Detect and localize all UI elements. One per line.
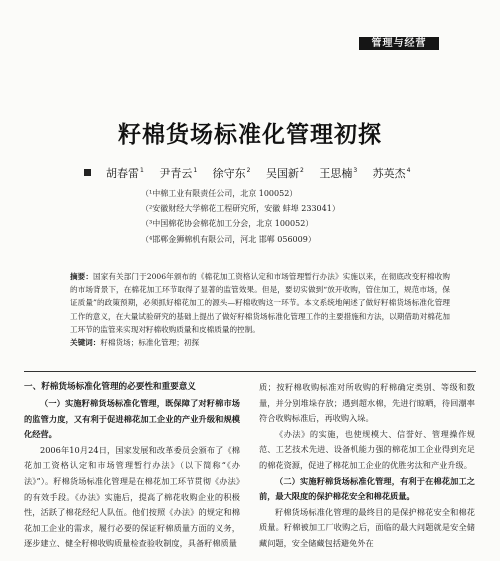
author: 尹青云$^1$ [159,167,198,180]
subsection-heading: （一）实施籽棉货场标准化管理，既保障了对籽棉市场的监管力度，又有利于促进棉花加工企业的产业升级和规模化经营。 [24,398,240,440]
affiliation: （⁴邯郸金狮棉机有限公司，河北 邯郸 056009） [141,234,316,244]
author: 苏英杰$^4$ [372,167,411,180]
abstract-block [70,270,450,349]
section-heading: 一、籽棉货场标准化管理的必要性和重要意义 [24,382,196,392]
author: 胡春雷$^1$ [106,167,144,180]
right-column [259,380,475,552]
affiliation: （²安徽财经大学棉花工程研究所，安徽 蚌埠 233041） [141,204,340,214]
affiliation: （¹中棉工业有限责任公司，北京 100052） [141,189,298,198]
left-column [24,380,240,552]
body-paragraph: 质；按籽棉收购标准对所收购的籽棉确定类别、等级和数量，并分别堆垛存放；遇到超水棉，先进行晾晒，待回潮率符合收购标准后，再收购入垛。 [259,382,475,424]
subsection-heading: （二）实施籽棉货场标准化管理，有利于在棉花加工之前，最大限度的保护棉花安全和棉花质量。 [259,475,475,502]
section-tag: 管理与经营 [359,37,439,50]
abstract [70,270,450,336]
body-paragraph: 《办法》的实施，也使规模大、信誉好、管理操作规范、工艺技术先进、设备机能力强的棉花加工企业得到充足的棉花资源，促进了棉花加工企业的优胜劣汰和产业升级。 [259,428,475,470]
body-paragraph: 籽棉货场标准化管理的最终目的是保护棉花安全和棉花质量。籽棉被加工厂收购之后，面临的最大问题就是安全储藏问题，安全储藏包括避免外在 [259,506,475,548]
article-title: 籽棉货场标准化管理初探 [118,122,382,148]
keywords [70,336,450,349]
section-divider [24,371,476,372]
affiliations [141,186,391,247]
author: 徐守东$^2$ [212,167,251,180]
abstract-label: 摘要： [70,272,94,281]
author: 王思楠$^3$ [319,167,358,180]
body-paragraph: 2006年10月24日，国家发展和改革委员会颁布了《棉花加工资格认定和市场管理暂行办法》（以下简称“《办法》”）。籽棉货场标准化管理是在棉花加工环节贯彻《办法》的有效手段。《办法》实施后，提高了棉花收购企业的积极性，活跃了棉花经纪人队伍。他们按照《办法》的规定和棉花加工企业的需求，履行必要的保证籽棉质量方面的义务，逐步建立、健全籽棉收购质量检查验收制度，具备籽棉质量 [24,444,240,549]
author-line [0,165,500,181]
author: 吴国新$^2$ [266,167,304,180]
abstract-text: 国家有关部门于2006年颁布的《棉花加工资格认定和市场管理暂行办法》实施以来，在彻底改变籽棉收购的市场背景下，在棉花加工环节取得了显著的监管效果。但是，要切实做到“放开收购，管住加工，规范市场，保证质量”的政策预期，必须抓好棉花加工的源头—籽棉收购这一环节。本文系统地阐述了做好籽棉货场标准化管理工作的意义，在大量试验研究的基础上提出了做好籽棉货场标准化管理工作的主要措施和方法，以期借助对棉花加工环节的监管来实现对籽棉收购质量和皮棉质量的控制。 [70,272,451,334]
keywords-label: 关键词： [70,338,101,348]
square-bullet-icon [84,169,91,176]
keywords-text: 籽棉货场；标准化管理；初探 [100,338,200,348]
affiliation: （³中国棉花协会棉花加工分会，北京 100052） [141,219,314,229]
